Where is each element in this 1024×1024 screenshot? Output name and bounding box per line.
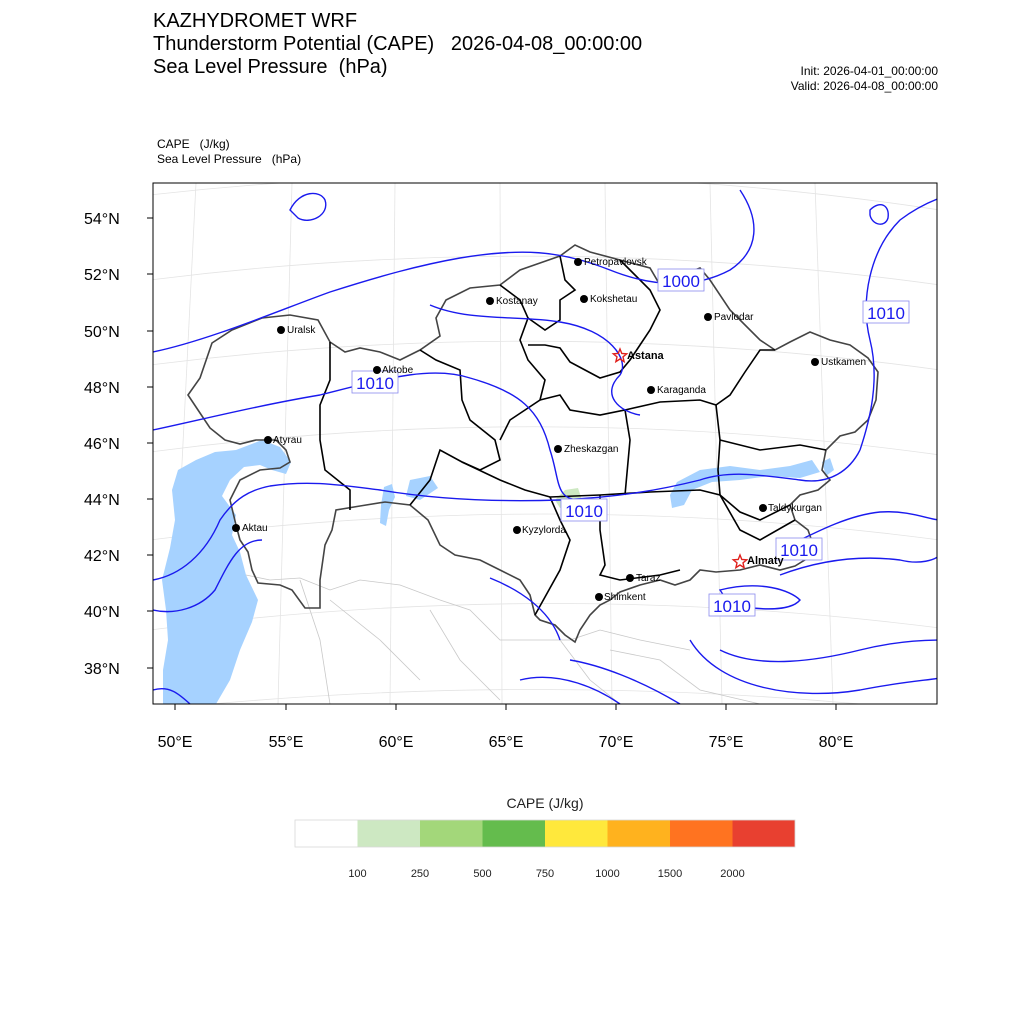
colorbar-swatches <box>295 820 795 847</box>
isobar-1010-east <box>860 198 940 450</box>
svg-text:Aktau: Aktau <box>242 523 268 534</box>
city-pavlodar <box>704 312 754 323</box>
svg-text:Shimkent: Shimkent <box>604 592 646 603</box>
lon-label-65: 65°E <box>488 734 524 751</box>
lon-label-55: 55°E <box>268 734 304 751</box>
colorbar-tick-label: 1500 <box>657 868 683 880</box>
field-label-cape: CAPE (J/kg) <box>157 137 230 151</box>
neighbour-borders <box>246 575 760 704</box>
city-taraz <box>626 573 660 584</box>
svg-text:Pavlodar: Pavlodar <box>714 312 754 323</box>
isobar-label-1010-south <box>709 594 755 616</box>
caspian-sea <box>162 440 291 704</box>
city-petropavlovsk <box>574 257 648 268</box>
colorbar-ticks <box>348 868 744 880</box>
svg-text:Ustkamen: Ustkamen <box>821 357 867 368</box>
title-field-secondary: Sea Level Pressure (hPa) <box>153 56 388 78</box>
lon-label-50: 50°E <box>157 734 193 751</box>
svg-text:Petropavlovsk: Petropavlovsk <box>584 257 647 268</box>
lon-label-60: 60°E <box>378 734 414 751</box>
svg-text:Zheskazgan: Zheskazgan <box>564 444 619 455</box>
svg-text:Taraz: Taraz <box>636 573 661 584</box>
svg-text:Uralsk: Uralsk <box>287 325 316 336</box>
svg-text:1010: 1010 <box>713 597 751 616</box>
colorbar-tick-label: 250 <box>410 868 430 880</box>
lat-label-48: 48°N <box>84 380 120 397</box>
city-kostanay <box>486 296 538 307</box>
city-ustkamen <box>811 357 866 368</box>
city-kokshetau <box>580 294 637 305</box>
lat-label-38: 38°N <box>84 661 120 678</box>
svg-text:1010: 1010 <box>780 541 818 560</box>
isobar-label-1010-central <box>561 499 607 521</box>
city-kyzylorda <box>513 525 566 536</box>
svg-text:Almaty: Almaty <box>747 555 784 567</box>
city-shimkent <box>595 592 646 603</box>
svg-text:Atyrau: Atyrau <box>273 435 302 446</box>
city-zheskazgan <box>554 444 618 455</box>
city-almaty <box>733 555 784 568</box>
lon-label-80: 80°E <box>818 734 854 751</box>
city-astana <box>613 349 664 362</box>
svg-text:1010: 1010 <box>565 502 603 521</box>
colorbar-tick-label: 500 <box>473 868 492 880</box>
colorbar-tick-label: 1000 <box>595 868 620 880</box>
svg-text:Kostanay: Kostanay <box>496 296 538 307</box>
isobar-sw-3 <box>520 677 620 704</box>
init-time: Init: 2026-04-01_00:00:00 <box>800 64 938 78</box>
svg-text:Karaganda: Karaganda <box>657 385 706 396</box>
balkhash-lake <box>670 460 820 508</box>
lat-label-40: 40°N <box>84 604 120 621</box>
colorbar-tick-label: 2000 <box>720 868 745 880</box>
isobar-north-loop <box>290 193 326 220</box>
field-label-slp: Sea Level Pressure (hPa) <box>157 152 302 166</box>
colorbar-swatch <box>420 820 483 847</box>
isobar-sw-2 <box>570 660 680 704</box>
svg-text:Kyzylorda: Kyzylorda <box>522 525 566 536</box>
svg-text:1000: 1000 <box>662 272 700 291</box>
colorbar-swatch <box>545 820 608 847</box>
lat-label-52: 52°N <box>84 267 120 284</box>
isobar-label-1010-ne <box>863 301 909 323</box>
title-field: Thunderstorm Potential (CAPE) 2026-04-08_00:00:00 <box>153 33 643 55</box>
colorbar-tick-label: 100 <box>348 868 367 880</box>
lat-label-44: 44°N <box>84 492 120 509</box>
city-markers <box>232 257 866 603</box>
colorbar-tick-label: 750 <box>535 868 555 880</box>
valid-time: Valid: 2026-04-08_00:00:00 <box>790 79 938 93</box>
colorbar-swatch <box>358 820 421 847</box>
isobar-se-5 <box>690 640 940 693</box>
lon-label-75: 75°E <box>708 734 744 751</box>
lat-label-50: 50°N <box>84 324 120 341</box>
colorbar-swatch <box>483 820 546 847</box>
svg-text:Kokshetau: Kokshetau <box>590 294 638 305</box>
colorbar-swatch <box>733 820 796 847</box>
colorbar <box>295 795 795 880</box>
lat-label-42: 42°N <box>84 548 120 565</box>
svg-text:1010: 1010 <box>867 304 905 323</box>
lat-label-46: 46°N <box>84 436 120 453</box>
lat-label-54: 54°N <box>84 211 120 228</box>
lon-label-70: 70°E <box>598 734 634 751</box>
colorbar-swatch <box>295 820 358 847</box>
colorbar-swatch <box>670 820 733 847</box>
city-uralsk <box>277 325 316 336</box>
capital-star-icon <box>733 555 746 568</box>
city-karaganda <box>647 385 706 396</box>
svg-text:Taldykurgan: Taldykurgan <box>768 503 822 514</box>
svg-text:1010: 1010 <box>356 374 394 393</box>
colorbar-title: CAPE (J/kg) <box>506 795 584 811</box>
title-model: KAZHYDROMET WRF <box>153 10 358 32</box>
latitude-axis <box>84 211 153 678</box>
isobar-ne-loop <box>870 205 888 224</box>
isobar-se-4 <box>720 640 940 662</box>
isobar-label-1000 <box>658 269 704 291</box>
svg-text:Aktobe: Aktobe <box>382 365 414 376</box>
city-taldykurgan <box>759 503 822 514</box>
svg-text:Astana: Astana <box>627 350 664 362</box>
colorbar-swatch <box>608 820 671 847</box>
longitude-axis <box>158 704 854 751</box>
